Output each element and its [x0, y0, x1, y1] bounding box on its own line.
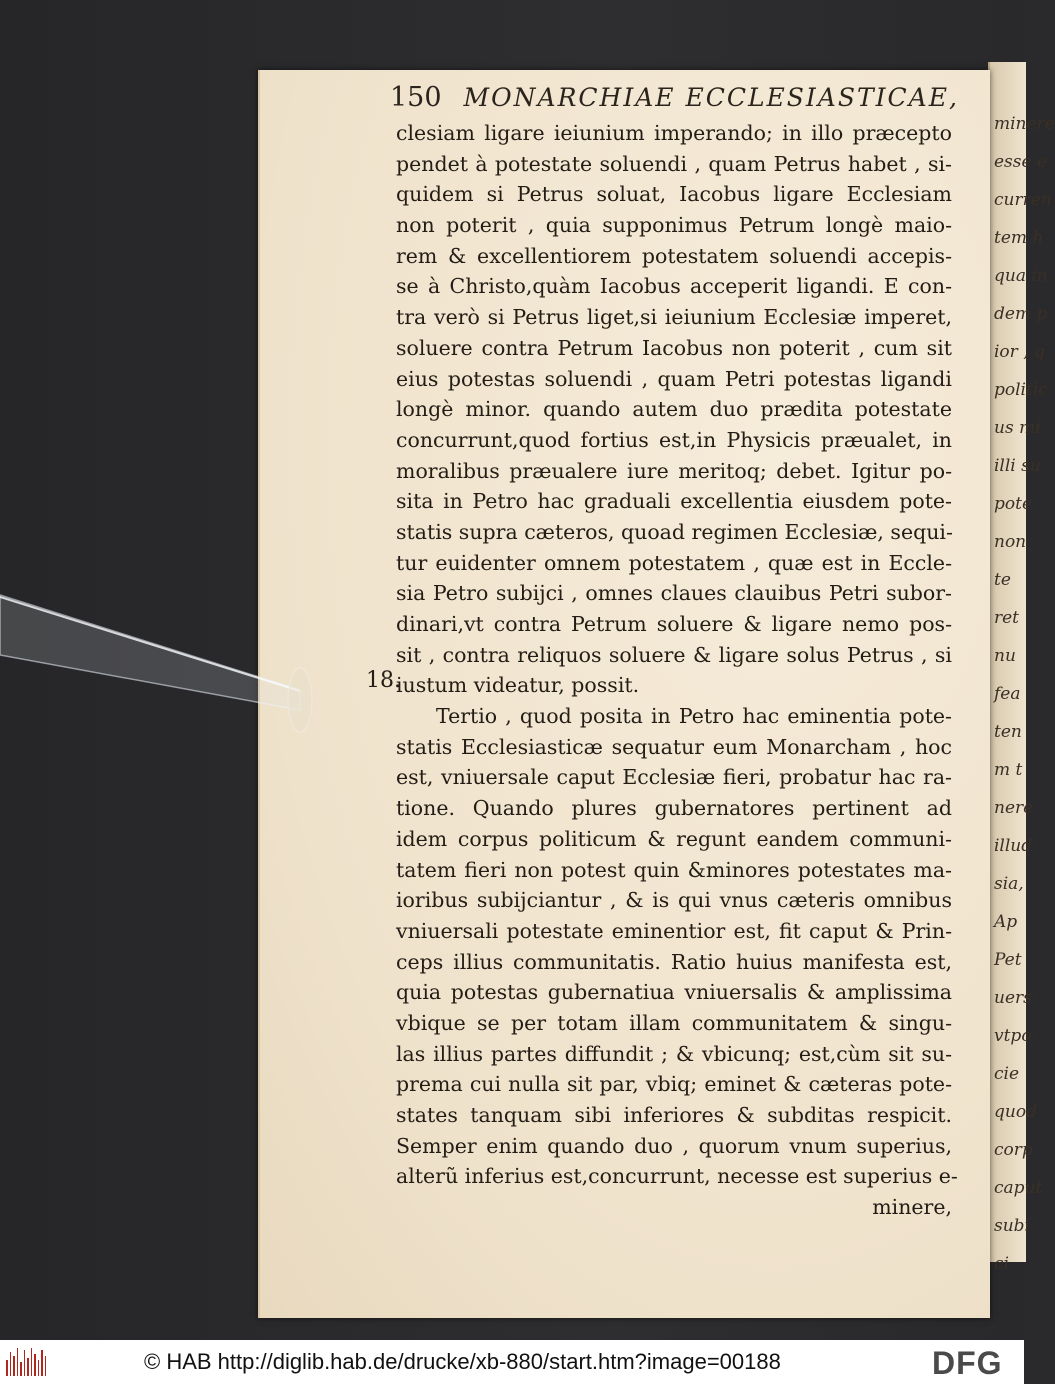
next-page-fragment: dem p — [994, 304, 1048, 324]
text-line: statis supra cæteros, quoad regimen Ecclesiæ, sequi- — [396, 519, 953, 544]
svg-text:DFG: DFG — [932, 1345, 1003, 1381]
text-line: Semper enim quando duo , quorum vnum superius, — [396, 1133, 952, 1158]
text-line: vniuersali potestate eminentior est, fit caput & Prin- — [396, 918, 952, 943]
text-line: dinari,vt contra Petrum soluere & ligare nemo pos- — [396, 612, 952, 636]
next-page-fragment: nere — [994, 798, 1034, 818]
text-line: moralibus præualere iure meritoq; debet. Igitur po- — [396, 458, 952, 483]
text-line: se à Christo,quàm Iacobus acceperit ligandi. E con- — [396, 274, 952, 299]
next-page-fragment: curren — [994, 190, 1052, 210]
text-line: pendet à potestate soluendi , quam Petrus habet , si- — [396, 151, 952, 176]
text-line: sita in Petro hac graduali excellentia eiusdem pote- — [396, 489, 952, 514]
next-page-fragment: Ap — [994, 912, 1018, 932]
text-line: iustum videatur, possit. — [396, 673, 640, 698]
next-page-fragment: quod — [994, 1102, 1037, 1122]
footer-copyright: © HAB http://diglib.hab.de/drucke/xb-880/start.htm?image=00188 — [144, 1349, 781, 1374]
next-page-fragment: ten — [994, 722, 1022, 742]
next-page-fragment: qua in — [994, 266, 1048, 286]
next-page-fragment: illi su — [994, 456, 1041, 476]
text-line: quia potestas gubernatiua vniuersalis & amplissima — [396, 980, 952, 1005]
next-page-fragment: cie — [994, 1064, 1020, 1084]
text-line: las illius partes diffundit ; & vbicunq; est,cùm sit su- — [396, 1041, 952, 1066]
next-page-fragment: illud — [994, 836, 1033, 856]
text-line: prema cui nulla sit par, vbiq; eminet & cæteras pote- — [396, 1072, 952, 1097]
next-page-fragment: te — [994, 570, 1011, 590]
text-line: Tertio , quod posita in Petro hac eminentia pote- — [436, 704, 952, 729]
text-line: longè minor. quando autem duo prædita potestate — [396, 397, 952, 422]
text-line: eius potestas soluendi , quam Petri potestas ligandi — [396, 366, 952, 391]
next-page-fragment: tem h — [994, 228, 1044, 248]
text-line: statis Ecclesiasticæ sequatur eum Monarcham , hoc — [396, 734, 952, 759]
next-page-fragment: Pet — [994, 950, 1022, 970]
next-page-fragment: caput — [994, 1178, 1043, 1198]
text-line: vbique se per totam illam communitatem & singu- — [396, 1010, 952, 1035]
text-line: tione. Quando plures gubernatores pertinent ad — [396, 796, 952, 821]
next-page-edge — [988, 62, 1055, 1274]
text-line: soluere contra Petrum Iacobus non poterit , cum sit — [396, 335, 952, 360]
footer-bar — [0, 1340, 1024, 1384]
text-line: ceps illius communitatis. Ratio huius manifesta est, — [396, 949, 952, 974]
running-head: MONARCHIAE ECCLESIASTICAE, — [463, 83, 959, 112]
next-page-fragment: pote — [994, 494, 1033, 514]
text-line: states tanquam sibi inferiores & subditas respicit. — [396, 1103, 952, 1127]
text-line: sia Petro subijci , omnes claues clauibus Petri subor- — [396, 581, 952, 606]
text-line: idem corpus politicum & regunt eandem communi- — [396, 826, 952, 851]
next-page-fragment: non — [994, 532, 1027, 552]
hab-logo-icon — [6, 1348, 46, 1376]
text-line: concurrunt,quod fortius est,in Physicis præualet, in — [396, 427, 952, 452]
next-page-fragment: uers — [994, 988, 1032, 1008]
text-line: tur euidenter omnem potestatem , quæ est in Eccle- — [396, 550, 952, 575]
next-page-fragment: fea — [994, 684, 1021, 704]
next-page-fragment: ior , q — [994, 342, 1045, 362]
text-line: non poterit , quia supponimus Petrum longè maio- — [396, 213, 952, 238]
text-line: tatem fieri non potest quin &minores potestates ma- — [396, 857, 952, 882]
page-number: 150 — [390, 82, 442, 113]
body-text — [396, 118, 958, 1223]
next-page-fragment: nu — [994, 646, 1016, 666]
next-page-fragment: politic — [994, 380, 1048, 400]
next-page-fragment: vtpo — [994, 1026, 1032, 1046]
text-line: alterũ inferius est,concurrunt, necesse est superius e- — [396, 1164, 958, 1189]
page-header — [390, 82, 960, 118]
next-page-fragment: ci — [994, 1254, 1009, 1274]
text-line: tra verò si Petrus liget,si ieiunium Ecclesiæ imperet, — [396, 305, 952, 330]
next-page-fragment: m t — [994, 760, 1023, 780]
text-line: quidem si Petrus soluat, Iacobus ligare Ecclesiam — [396, 182, 952, 207]
text-line: sit , contra reliquos soluere & ligare solus Petrus , si — [396, 642, 952, 667]
dfg-logo — [930, 1345, 1016, 1381]
text-line: ioribus subijciantur , & is qui vnus cæteris omnibus — [396, 888, 952, 913]
next-page-fragment: corp — [994, 1140, 1033, 1160]
text-line: minere, — [872, 1195, 952, 1220]
next-page-fragment: subi — [994, 1216, 1030, 1236]
text-line: clesiam ligare ieiunium imperando; in illo præcepto — [396, 121, 952, 145]
text-line: rem & excellentiorem potestatem soluendi accepis- — [396, 243, 952, 268]
text-line: est, vniuersale caput Ecclesiæ fieri, probatur hac ra- — [396, 765, 952, 790]
next-page-fragment: sia, — [994, 874, 1024, 894]
next-page-fragment: esse e — [994, 152, 1048, 172]
next-page-fragment: us mi — [994, 418, 1041, 438]
next-page-fragment: minere — [994, 114, 1055, 134]
paragraph-number: 18. — [366, 668, 401, 693]
next-page-fragment: ret — [994, 608, 1020, 628]
